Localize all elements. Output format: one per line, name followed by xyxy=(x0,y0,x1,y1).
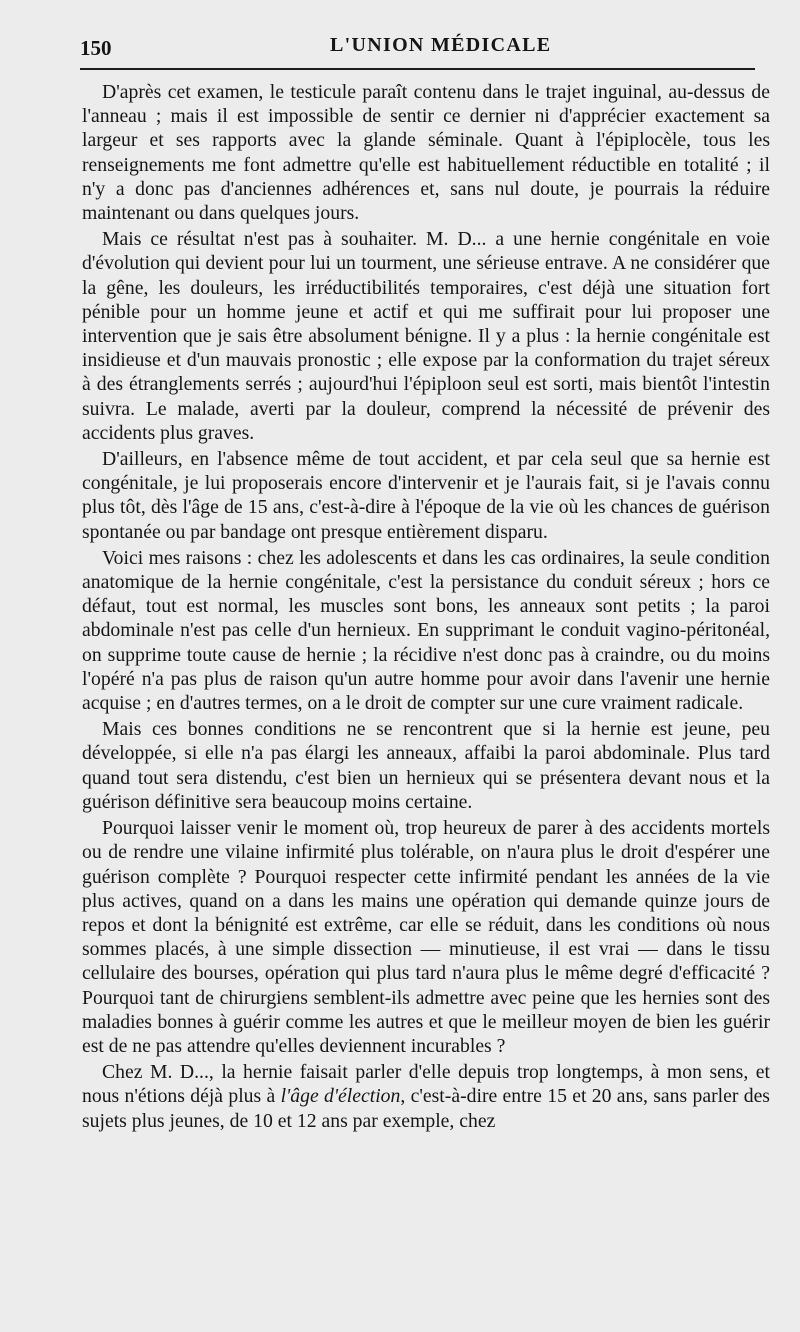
paragraph: Pourquoi laisser venir le moment où, trop heureux de parer à des accidents mortels ou de rendre une vilaine infirmité plus tolérable, on n'aura plus le droit d'espérer une guérison complète ? Pourquoi respecter cette infirmité pendant les années de la vie plus actives, quand on a dans les mains une opération qui demande quinze jours de repos et dont la bénignité est extrême, car elle se réduit, dans les conditions où nous sommes placés, à une simple dissection — minutieuse, il est vrai — dans le tissu cellulaire des bourses, opération qui plus tard n'aura plus le même degré d'efficacité ? Pourquoi tant de chirurgiens semblent-ils admettre avec peine que les hernies sont des maladies bonnes à guérir comme les autres et que le meilleur moyen de bien les guérir est de ne pas attendre qu'elles deviennent incurables ? xyxy=(82,817,770,1057)
paragraph: Voici mes raisons : chez les adolescents et dans les cas ordinaires, la seule condition anatomique de la hernie congénitale, c'est la persistance du conduit séreux ; hors ce défaut, tout est normal, les muscles sont bons, les anneaux sont petits ; la paroi abdominale n'est pas celle d'un hernieux. En supprimant le conduit vagino-péritonéal, on supprime toute cause de hernie ; la récidive n'est donc pas à craindre, ou du moins l'opéré n'a pas plus de raison qu'un autre homme pour avoir dans l'avenir une hernie acquise ; en d'autres termes, on a le droit de compter sur une cure vraiment radicale. xyxy=(82,546,770,715)
paragraph: D'après cet examen, le testicule paraît contenu dans le trajet inguinal, au-dessus de l'anneau ; mais il est impossible de sentir ce dernier ni d'apprécier exactement sa largeur et ses rapports avec la glande séminale. Quant à l'épiplocèle, tous les renseignements me font admettre qu'elle est habituellement réductible en totalité ; il n'y a donc pas d'anciennes adhérences et, sans nul doute, je pourrais la réduire maintenant ou dans quelques jours. xyxy=(82,81,770,225)
paragraph-text-before: Chez M. D..., la hernie faisait parler d'elle depuis trop longtemps, à mon sens, et nous n'étions déjà plus à xyxy=(82,1061,770,1108)
paragraph: Mais ce résultat n'est pas à souhaiter. M. D... a une hernie congénitale en voie d'évolution qui devient pour lui un tourment, une sérieuse entrave. A ne considérer que la gêne, les douleurs, les irréductibilités temporaires, c'est déjà une situation fort pénible pour un homme jeune et actif et qui me suffirait pour lui proposer une intervention que je sais être absolument bénigne. Il y a plus : la hernie congénitale est insidieuse et d'un mauvais pronostic ; elle expose par la conformation du trajet séreux à des étranglements serrés ; aujourd'hui l'épiploon seul est sorti, mais bientôt l'intestin suivra. Le malade, averti par la douleur, comprend la nécessité de prévenir des accidents plus graves. xyxy=(82,228,770,444)
page-number: 150 xyxy=(80,36,112,60)
paragraph xyxy=(82,1060,770,1133)
paragraph: D'ailleurs, en l'absence même de tout accident, et par cela seul que sa hernie est congénitale, je lui proposerais encore d'intervenir et je l'aurais fait, si je l'avais connu plus tôt, dès l'âge de 15 ans, c'est-à-dire à l'époque de la vie où les chances de guérison spontanée ou par bandage ont presque entièrement disparu. xyxy=(82,448,770,543)
running-header xyxy=(80,30,755,66)
journal-title: L'UNION MÉDICALE xyxy=(330,34,552,56)
paragraph-text-after: , c'est-à-dire entre 15 et 20 ans, sans parler des sujets plus jeunes, de 10 et 12 ans par exemple, chez xyxy=(82,1085,770,1132)
header-rule xyxy=(80,68,755,70)
emphasized-term: l'âge d'élection xyxy=(280,1085,401,1108)
paragraph: Mais ces bonnes conditions ne se rencontrent que si la hernie est jeune, peu développée, si elle n'a pas élargi les anneaux, affaibi la paroi abdominale. Plus tard quand tout sera distendu, c'est bien un hernieux qui se présentera devant nous et la guérison définitive sera beaucoup moins certaine. xyxy=(82,718,770,813)
article-body xyxy=(82,80,770,1135)
